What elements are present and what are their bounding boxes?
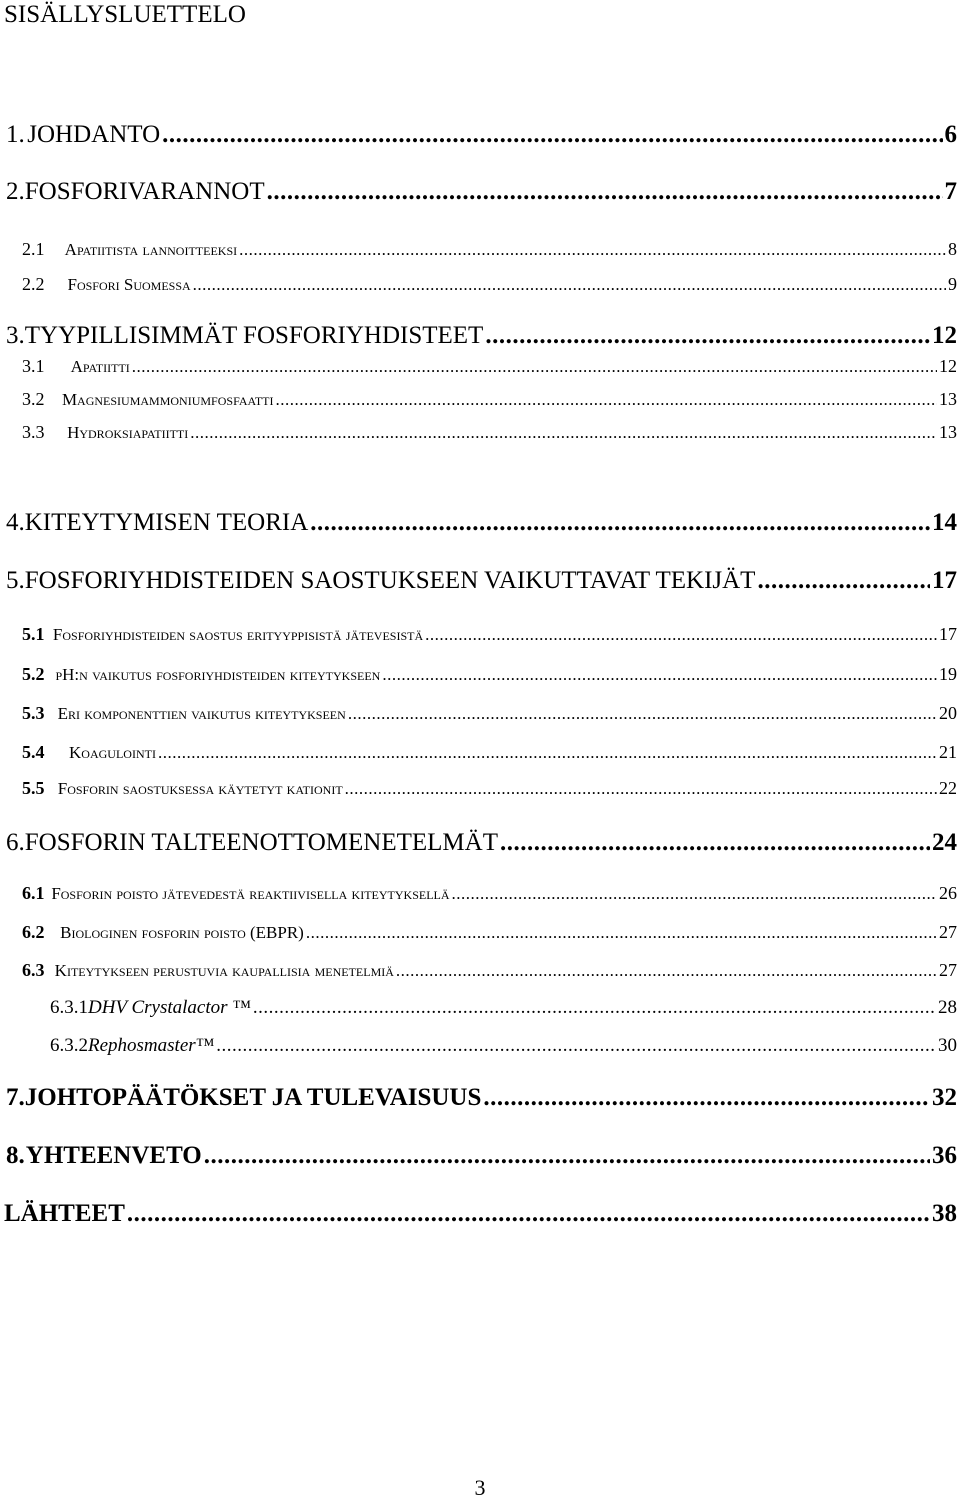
toc-leader — [267, 177, 943, 207]
toc-page: 13 — [939, 389, 957, 409]
toc-page: 20 — [939, 703, 957, 723]
toc-leader — [310, 508, 930, 538]
toc-page: 36 — [932, 1142, 957, 1169]
toc-leader — [500, 828, 930, 858]
toc-number: 2.1 — [22, 239, 45, 259]
toc-page: 28 — [938, 997, 957, 1018]
toc-leader — [132, 356, 937, 378]
toc-leader — [239, 239, 946, 261]
toc-leader — [216, 1034, 936, 1058]
toc-label: Eri komponenttien vaikutus kiteytykseen — [57, 704, 346, 723]
toc-page: 38 — [932, 1200, 957, 1227]
toc-number: 3.3 — [22, 422, 45, 442]
toc-number: 3.2 — [22, 389, 45, 409]
toc-entry[interactable] — [0, 321, 957, 351]
toc-page: 27 — [939, 960, 957, 980]
toc-entry[interactable] — [0, 1141, 957, 1171]
toc-leader — [204, 1141, 930, 1171]
toc-entry[interactable] — [0, 777, 957, 800]
toc-label: FOSFORIN TALTEENOTTOMENETELMÄT — [24, 829, 498, 856]
toc-entry[interactable] — [0, 355, 957, 378]
toc-page: 17 — [932, 567, 957, 594]
toc-label: Rephosmaster™ — [88, 1035, 215, 1056]
toc-page: 12 — [939, 356, 957, 376]
toc-number: 6.3.2 — [50, 1035, 88, 1056]
page-title: SISÄLLYSLUETTELO — [4, 1, 246, 28]
toc-leader — [276, 389, 937, 411]
toc-number: 6.3.1 — [50, 997, 88, 1018]
toc-number: 7. — [6, 1084, 25, 1111]
toc-label: JOHTOPÄÄTÖKSET JA TULEVAISUUS — [24, 1084, 482, 1111]
toc-number: 3. — [6, 322, 25, 349]
toc-entry[interactable] — [0, 566, 957, 596]
toc-page: 24 — [932, 829, 957, 856]
toc-label: LÄHTEET — [4, 1200, 125, 1227]
toc-page: 6 — [944, 121, 957, 148]
toc-label: TYYPILLISIMMÄT FOSFORIYHDISTEET — [24, 322, 484, 349]
toc-label: Fosforin poisto jätevedestä reaktiivisella kiteytyksellä — [51, 884, 450, 903]
toc-label: Fosfori Suomessa — [67, 275, 191, 294]
toc-number: 6.1 — [22, 883, 45, 903]
toc-label: Koagulointi — [69, 743, 156, 762]
toc-leader — [190, 422, 937, 444]
toc-label: YHTEENVETO — [25, 1142, 202, 1169]
toc-label: FOSFORIVARANNOT — [24, 178, 265, 205]
toc-entry[interactable] — [0, 828, 957, 858]
toc-number: 5.2 — [22, 664, 45, 684]
toc-label: Magnesiumammoniumfosfaatti — [61, 390, 274, 409]
toc-label: Fosforin saostuksessa käytetyt kationit — [57, 779, 343, 798]
toc-leader — [306, 922, 937, 944]
toc-number: 5.5 — [22, 778, 45, 798]
toc-entry[interactable] — [0, 273, 957, 296]
toc-entry[interactable] — [0, 388, 957, 411]
toc-page: 14 — [932, 509, 957, 536]
toc-label: Fosforiyhdisteiden saostus erityyppisistä jätevesistä — [52, 625, 424, 644]
toc-label: pH:n vaikutus fosforiyhdisteiden kiteytykseen — [55, 665, 381, 684]
toc-label: DHV Crystalactor ™ — [88, 997, 251, 1018]
toc-label: JOHDANTO — [27, 121, 161, 148]
toc-entry[interactable] — [0, 663, 957, 686]
toc-leader — [348, 703, 937, 725]
toc-label: Kiteytykseen perustuvia kaupallisia menetelmiä — [54, 961, 394, 980]
toc-leader — [483, 1083, 930, 1113]
toc-number: 2.2 — [22, 274, 45, 294]
toc-entry[interactable] — [0, 177, 957, 207]
toc-entry[interactable] — [0, 623, 957, 646]
toc-leader — [485, 321, 930, 351]
toc-entry[interactable] — [0, 421, 957, 444]
toc-entry[interactable] — [0, 1199, 957, 1229]
toc-entry[interactable] — [0, 1034, 957, 1058]
toc-page: 21 — [939, 742, 957, 762]
toc-number: 2. — [6, 178, 25, 205]
toc-page: 32 — [932, 1084, 957, 1111]
toc-number: 8. — [6, 1142, 25, 1169]
toc-page: 7 — [944, 178, 957, 205]
toc-label: Biologinen fosforin poisto (EBPR) — [60, 923, 304, 942]
toc-leader — [158, 742, 937, 764]
toc-page: 17 — [939, 624, 957, 644]
toc-page: 9 — [948, 274, 957, 294]
toc-number: 5.1 — [22, 624, 45, 644]
toc-leader — [425, 624, 937, 646]
toc-page: 8 — [948, 239, 957, 259]
toc-page: 22 — [939, 778, 957, 798]
toc-entry[interactable] — [0, 959, 957, 982]
toc-entry[interactable] — [0, 741, 957, 764]
toc-leader — [345, 778, 937, 800]
toc-entry[interactable] — [0, 996, 957, 1020]
toc-entry[interactable] — [0, 120, 957, 150]
toc-page: 30 — [938, 1035, 957, 1056]
toc-number: 6.2 — [22, 922, 45, 942]
toc-leader — [396, 960, 937, 982]
toc-label: FOSFORIYHDISTEIDEN SAOSTUKSEEN VAIKUTTAVAT TEKIJÄT — [24, 567, 756, 594]
toc-label: Hydroksiapatiitti — [67, 423, 189, 442]
toc-label: Apatiitti — [70, 357, 130, 376]
toc-leader — [193, 274, 946, 296]
toc-entry[interactable] — [0, 1083, 957, 1113]
toc-leader — [382, 664, 937, 686]
toc-number: 6.3 — [22, 960, 45, 980]
toc-number: 6. — [6, 829, 25, 856]
toc-number: 3.1 — [22, 356, 45, 376]
toc-entry[interactable] — [0, 882, 957, 905]
toc-number: 5. — [6, 567, 25, 594]
toc-label: KITEYTYMISEN TEORIA — [24, 509, 309, 536]
toc-leader — [757, 566, 930, 596]
toc-leader — [253, 996, 936, 1020]
toc-label: Apatiitista lannoitteeksi — [64, 240, 238, 259]
toc-number: 5.4 — [22, 742, 45, 762]
toc-entry[interactable] — [0, 702, 957, 725]
toc-number: 1. — [6, 121, 25, 148]
toc-entry[interactable] — [0, 921, 957, 944]
toc-leader — [127, 1199, 930, 1229]
page-number: 3 — [474, 1475, 486, 1500]
toc-page: 26 — [939, 883, 957, 903]
toc-page: 19 — [939, 664, 957, 684]
toc-page: 13 — [939, 422, 957, 442]
toc-page: 27 — [939, 922, 957, 942]
toc-leader — [162, 120, 942, 150]
toc-number: 5.3 — [22, 703, 45, 723]
toc-number: 4. — [6, 509, 25, 536]
toc-entry[interactable] — [0, 508, 957, 538]
toc-entry[interactable] — [0, 238, 957, 261]
toc-leader — [452, 883, 937, 905]
toc-page: 12 — [932, 322, 957, 349]
